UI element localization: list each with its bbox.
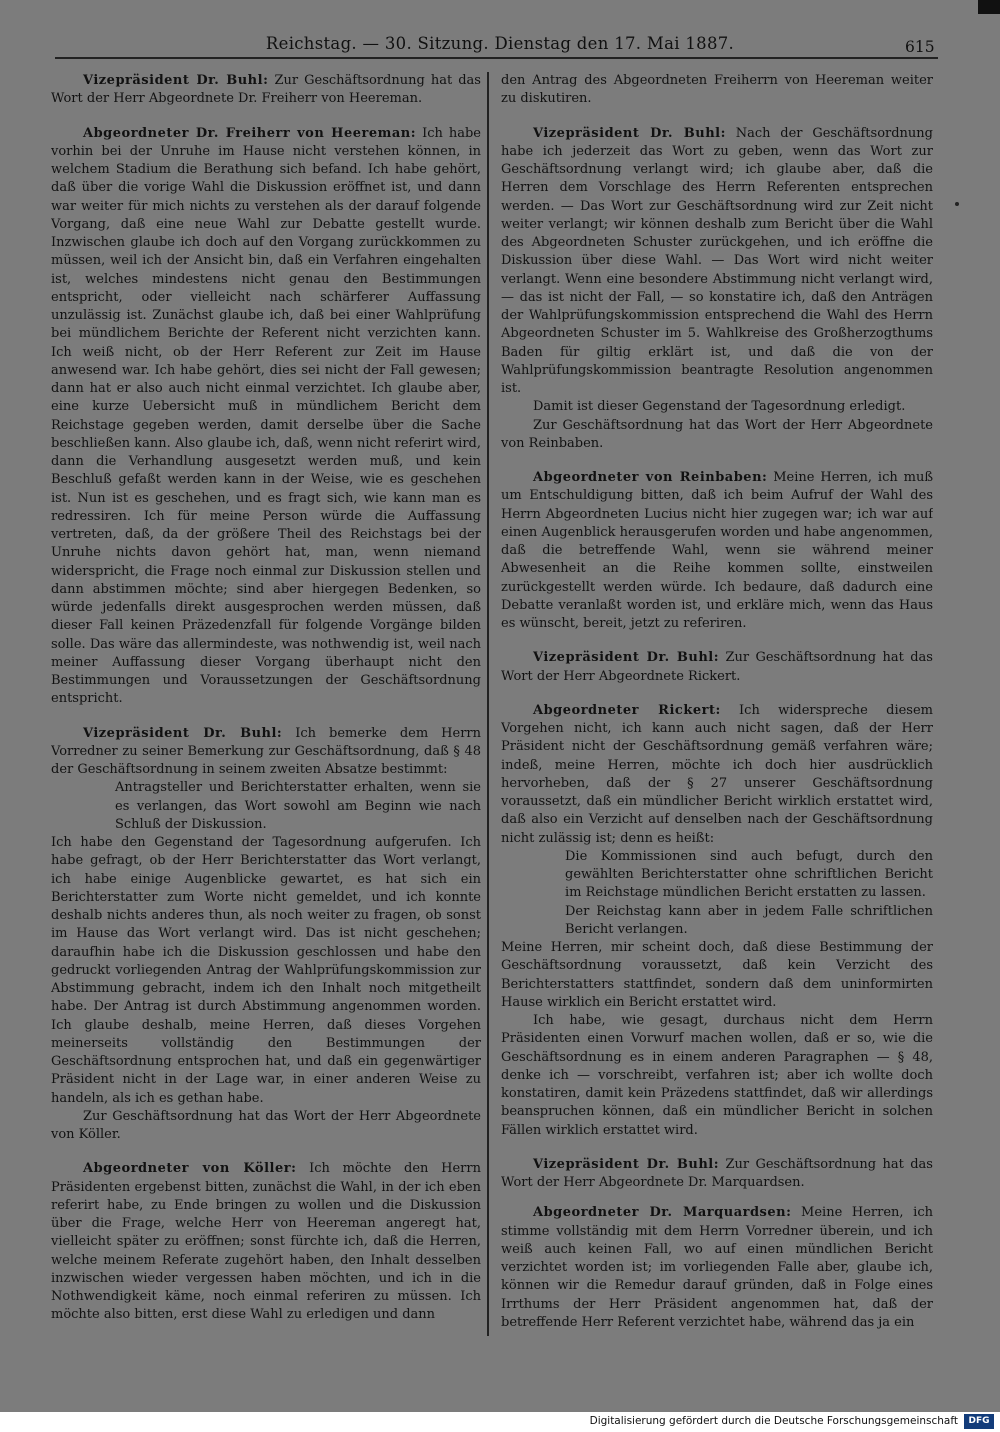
column-divider — [487, 72, 489, 1336]
paragraph — [51, 125, 481, 709]
speaker-name: Abgeordneter von Köller: — [83, 1161, 297, 1177]
speaker-name: Abgeordneter Rickert: — [533, 702, 721, 718]
paragraph-text: Nach der Geschäftsordnung habe ich jederzeit das Wort zu geben, wenn das Wort zur Geschäftsordnung verlangt wird; ich glaube aber, daß die Herren dem Vorschlage des Herrn Referenten entsprechen werden. — Das Wort zur Geschäftsordnung wird zur Zeit nicht weiter verlangt; wir können deshalb zum Bericht über die Wahl des Abgeordneten Schuster zurückgehen, und ich eröffne die Diskussion über diese Wahl. — Das Wort wird nicht weiter verlangt. Wenn eine besondere Abstimmung nicht verlangt wird, — das ist nicht der Fall, — so konstatire ich, daß den Anträgen der Wahlprüfungskommission entsprechend die Wahl des Herrn Abgeordneten Schuster im 5. Wahlkreise des Großherzogthums Baden für giltig erklärt ist, und daß die von der Wahlprüfungskommission beantragte Resolution angenommen ist. — [501, 125, 933, 396]
funding-credit: Digitalisierung gefördert durch die Deutsche Forschungsgemeinschaft — [589, 1415, 958, 1427]
header-rule — [55, 57, 938, 59]
paragraph-text: Ich habe, wie gesagt, durchaus nicht dem Herrn Präsidenten einen Vorwurf machen wollen, daß er so, wie die Geschäftsordnung es in einem anderen Paragraphen — § 48, denke ich — vorschreibt, verfahren ist; aber ich wollte doch konstatiren, damit kein Präzedens stattfindet, daß wir allerdings beanspruchen können, daß ein mündlicher Bericht in solchen Fällen wirklich erstattet wird. — [501, 1013, 933, 1138]
paragraph-text: Ich bemerke dem Herrn Vorredner zu seiner Bemerkung zur Geschäftsordnung, daß § 48 der Geschäftsordnung in seinem zweiten Absatze bestimmt: — [51, 725, 481, 777]
paragraph-text: Meine Herren, ich stimme vollständig mit dem Herrn Vorredner überein, und ich weiß auch keinen Fall, wo auf einen mündlichen Bericht verzichtet worden ist; im vorliegenden Falle aber, glaube ich, können wir die Remedur darauf gründen, daß in Folge eines Irrthums der Herr Präsident angenommen hat, daß der betreffende Herr Referent verzichtet habe, während das ja ein — [501, 1205, 933, 1330]
scan-speck — [955, 202, 959, 206]
page-number: 615 — [905, 38, 935, 56]
paragraph — [501, 1156, 933, 1193]
speaker-name: Vizepräsident Dr. Buhl: — [533, 125, 726, 141]
paragraph — [51, 72, 481, 109]
paragraph-text: Ich möchte den Herrn Präsidenten ergebenst bitten, zunächst die Wahl, in der ich eben referirt habe, zu Ende bringen zu wollen und die Diskussion über die Frage, welche Herr von Heereman angeregt hat, vielleicht später zu eröffnen; sonst fürchte ich, daß die Herren, welche meinem Referate zugehört haben, den Inhalt desselben inzwischen wieder vergessen haben möchten, und ich in die Nothwendigkeit käme, noch einmal referiren zu müssen. Ich möchte also bitten, erst diese Wahl zu erledigen und dann — [51, 1161, 481, 1323]
paragraph — [51, 1160, 481, 1324]
page-footer — [0, 1412, 1000, 1432]
paragraph-text: Zur Geschäftsordnung hat das Wort der Herr Abgeordnete Dr. Marquardsen. — [501, 1156, 933, 1190]
speaker-name: Vizepräsident Dr. Buhl: — [83, 73, 269, 88]
paragraph — [501, 649, 933, 686]
speaker-name: Abgeordneter von Reinbaben: — [533, 470, 768, 485]
paragraph-text: Ich widerspreche diesem Vorgehen nicht, ich kann auch nicht sagen, daß der Herr Präsident nicht der Geschäftsordnung gemäß verfahren wäre; indeß, meine Herren, möchte ich doch hier ausdrücklich hervorheben, daß der § 27 unserer Geschäftsordnung voraussetzt, daß ein mündlicher Bericht wirklich erstattet wird, daß also ein Verzicht auf denselben nach der Geschäftsordnung nicht zulässig ist; denn es heißt: — [501, 702, 933, 846]
speaker-name: Vizepräsident Dr. Buhl: — [533, 1156, 720, 1172]
paragraph-text: Zur Geschäftsordnung hat das Wort der Herr Abgeordnete Dr. Freiherr von Heereman. — [51, 73, 481, 107]
paragraph — [501, 469, 933, 633]
paragraph — [501, 702, 933, 848]
paragraph — [51, 725, 481, 780]
paragraph-text: Meine Herren, ich muß um Entschuldigung bitten, daß ich beim Aufruf der Wahl des Herrn Abgeordneten Lucius nicht hier zugegen war; ich war auf einen Augenblick herausgerufen worden und habe angenommen, daß die betreffende Wahl, wenn sie während meiner Abwesenheit an die Reihe kommen sollte, einstweilen zurückgestellt werden würde. Ich bedaure, daß dadurch eine Debatte veranlaßt worden ist, und erkläre mich, wenn das Haus es wünscht, bereit, jetzt zu referiren. — [501, 470, 933, 631]
paragraph-text: den Antrag des Abgeordneten Freiherrn von Heereman weiter zu diskutiren. — [501, 73, 933, 107]
scan-edge-mark — [978, 0, 1000, 14]
page-header — [0, 30, 1000, 60]
paragraph-text: Zur Geschäftsordnung hat das Wort der Herr Abgeordnete von Köller. — [51, 1108, 481, 1142]
running-title: Reichstag. — 30. Sitzung. Dienstag den 17. Mai 1887. — [265, 34, 735, 53]
quoted-rule: Antragsteller und Berichterstatter erhalten, wenn sie es verlangen, das Wort sowohl am Beginn wie nach Schluß der Diskussion. — [115, 780, 481, 832]
paragraph-text: Damit ist dieser Gegenstand der Tagesordnung erledigt. — [533, 399, 906, 415]
speaker-name: Abgeordneter Dr. Marquardsen: — [533, 1205, 792, 1221]
paragraph — [501, 1204, 933, 1332]
paragraph-text: Zur Geschäftsordnung hat das Wort der Herr Abgeordnete Rickert. — [501, 650, 933, 684]
paragraph-text: Ich habe vorhin bei der Unruhe im Hause nicht verstehen können, in welchem Stadium die Berathung sich befand. Ich habe gehört, daß über die vorige Wahl die Diskussion eröffnet ist, und dann war weiter für mich nichts zu verstehen als der darauf folgende Vorgang, daß eine neue Wahl zur Debatte gestellt wurde. Inzwischen glaube ich doch auf den Vorgang zurückkommen zu müssen, weil ich der Ansicht bin, daß ein Verfahren eingehalten ist, welches mindestens nicht genau den Bestimmungen entspricht, oder vielleicht nach schärferer Auffassung unzulässig ist. Zunächst glaube ich, daß bei einer Wahlprüfung bei mündlichem Berichte der Referent nicht verzichten kann. Ich weiß nicht, ob der Herr Referent zur Zeit im Hause anwesend war. Ich habe gehört, dies sei nicht der Fall gewesen; dann hat er also auch nicht einmal verzichtet. Ich glaube aber, eine kurze Uebersicht muß in mündlichem Bericht dem Reichstage gegeben werden, damit derselbe über die Sache beschließen kann. Also glaube ich, daß, wenn nicht referirt wird, dann die Verhandlung ausgesetzt werden muß, und kein Beschluß gefaßt werden kann in der Weise, wie es geschehen ist. Nun ist es geschehen, und es fragt sich, wie kann man es redressiren. Ich für meine Person würde die Auffassung vertreten, daß, da der größere Theil des Reichstags bei der Unruhe nichts davon gehört hat, man, wenn niemand widerspricht, die Frage noch einmal zur Diskussion stellen und dann abstimmen möchte; sind aber hiergegen Bedenken, so würde jedenfalls direkt ausgesprochen werden müssen, daß dieser Fall keinen Präzedenzfall für folgende Vorgänge bilden solle. Das wäre das allermindeste, was nothwendig ist, weil nach meiner Auffassung dieser Vorgang überhaupt nicht den Bestimmungen und Voraussetzungen der Geschäftsordnung entspricht. — [51, 125, 481, 707]
quoted-rule: Die Kommissionen sind auch befugt, durch den gewählten Berichterstatter ohne schriftlichen Bericht im Reichstage mündlichen Bericht erstatten zu lassen. — [565, 848, 933, 901]
paragraph-text: Meine Herren, mir scheint doch, daß diese Bestimmung der Geschäftsordnung voraussetzt, daß kein Verzicht des Berichterstatters stattfindet, sondern daß dem uninformirten Hause wirklich ein Bericht erstattet wird. — [501, 940, 933, 1010]
left-column — [51, 72, 481, 1334]
speaker-name: Vizepräsident Dr. Buhl: — [83, 725, 283, 741]
dfg-logo: DFG — [964, 1414, 994, 1429]
paragraph — [501, 125, 933, 399]
speaker-name: Vizepräsident Dr. Buhl: — [533, 650, 720, 666]
paragraph-text: Ich habe den Gegenstand der Tagesordnung aufgerufen. Ich habe gefragt, ob der Herr Berichterstatter das Wort verlangt, ich habe einige Augenblicke gewartet, es hat sich ein Berichterstatter zum Worte nicht gemeldet, und ich konnte deshalb nichts anderes thun, als noch weiter zu fragen, ob sonst im Hause das Wort verlangt wird. Das ist nicht geschehen; daraufhin habe ich die Diskussion geschlossen und habe den gedruckt vorliegenden Antrag der Wahlprüfungskommission zur Abstimmung gebracht, indem ich den Inhalt noch mitgetheilt habe. Der Antrag ist durch Abstimmung angenommen worden. Ich glaube deshalb, meine Herren, daß dieses Vorgehen meinerseits vollständig den Bestimmungen der Geschäftsordnung entsprochen hat, und daß ein gegenwärtiger Präsident nicht in der Lage war, in einer anderen Weise zu handeln, als ich es gethan habe. — [51, 835, 481, 1106]
right-column — [501, 72, 933, 1334]
quoted-rule: Der Reichstag kann aber in jedem Falle schriftlichen Bericht verlangen. — [565, 903, 933, 937]
speaker-name: Abgeordneter Dr. Freiherr von Heereman: — [83, 125, 417, 141]
paragraph-text: Zur Geschäftsordnung hat das Wort der Herr Abgeordnete von Reinbaben. — [501, 417, 933, 451]
